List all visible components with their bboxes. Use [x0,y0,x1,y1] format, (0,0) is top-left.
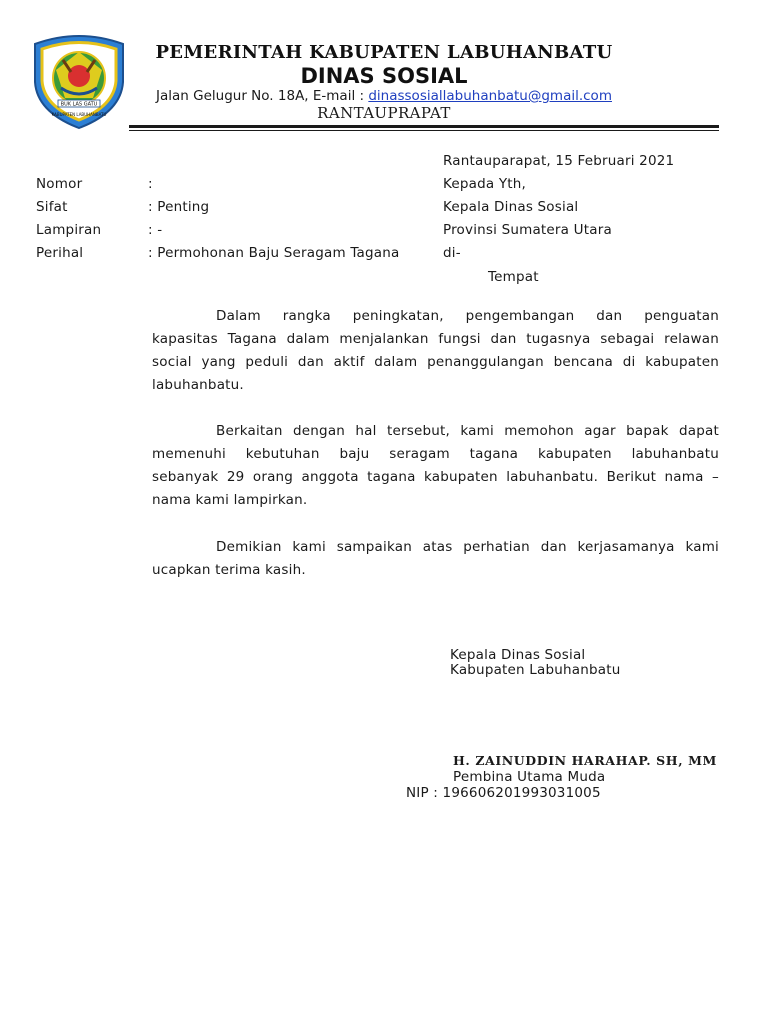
body-paragraph-2 [152,420,719,512]
recipient-di: di- [443,245,461,261]
address-text: Jalan Gelugur No. 18A, E-mail : [156,88,369,104]
recipient-place: Tempat [488,269,539,285]
meta-value-perihal: : Permohonan Baju Seragam Tagana [148,245,400,261]
p2-line-3: sebanyak 29 orang anggota tagana kabupaten labuhanbatu. Berikut nama – [152,469,719,485]
letterhead-agency: DINAS SOSIAL [300,64,468,88]
p3-line-1: Demikian kami sampaikan atas perhatian dan kerjasamanya kami [216,539,719,555]
p2-line-2: memenuhi kebutuhan baju seragam tagana kabupaten labuhanbatu [152,446,719,462]
signature-title-1: Kepala Dinas Sosial [450,647,586,663]
p2-line-1: Berkaitan dengan hal tersebut, kami memohon agar bapak dapat [216,423,719,439]
letter-date: Rantauparapat, 15 Februari 2021 [443,153,675,169]
email-link[interactable]: dinassosiallabuhanbatu@gmail.com [368,88,612,104]
body-paragraph-1 [152,305,719,397]
p1-line-3: social yang peduli dan aktif dalam penanggulangan bencana di kabupaten [152,354,719,370]
signatory-nip: NIP : 196606201993031005 [406,785,601,801]
signatory-name: H. ZAINUDDIN HARAHAP. SH, MM [453,753,717,768]
p1-line-4: labuhanbatu. [152,377,244,393]
letterhead-rule-thick [129,125,719,128]
p3-line-2: ucapkan terima kasih. [152,562,306,578]
regency-emblem-logo [31,30,127,130]
logo-motto-text: BUK LAS GATU [60,101,98,108]
meta-value-lampiran: : - [148,222,163,238]
recipient-greeting: Kepada Yth, [443,176,527,192]
body-paragraph-3 [152,536,719,582]
p1-line-1: Dalam rangka peningkatan, pengembangan dan penguatan [216,308,719,324]
meta-label-perihal: Perihal [36,245,84,261]
signatory-rank: Pembina Utama Muda [453,769,606,785]
meta-value-nomor: : [148,176,153,192]
recipient-province: Provinsi Sumatera Utara [443,222,612,238]
letterhead-rule-thin [129,130,719,131]
letterhead-city: RANTAUPRAPAT [317,104,451,122]
meta-label-nomor: Nomor [36,176,83,192]
meta-label-sifat: Sifat [36,199,68,215]
recipient-title: Kepala Dinas Sosial [443,199,579,215]
p1-line-2: kapasitas Tagana dalam menjalankan fungsi dan tugasnya sebagai relawan [152,331,719,347]
letterhead-address [128,88,640,104]
logo-regency-text: KABUPATEN LABUHANBATU [51,112,107,117]
meta-label-lampiran: Lampiran [36,222,102,238]
meta-value-sifat: : Penting [148,199,210,215]
p2-line-4: nama kami lampirkan. [152,492,308,508]
letterhead-government: PEMERINTAH KABUPATEN LABUHANBATU [155,42,613,63]
signature-title-2: Kabupaten Labuhanbatu [450,662,621,678]
